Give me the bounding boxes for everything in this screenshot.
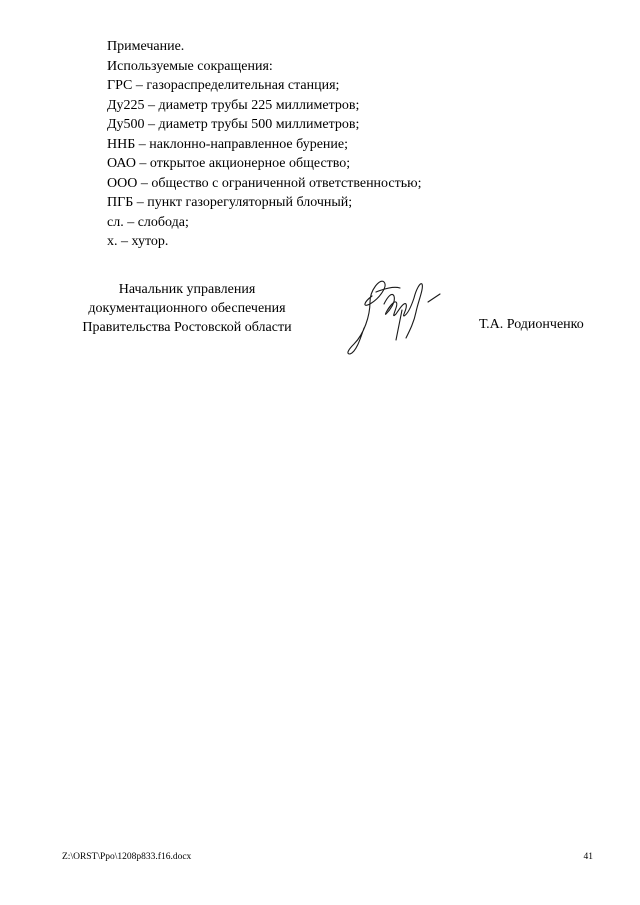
abbreviation-item: сл. – слобода; <box>107 214 189 230</box>
position-line: документационного обеспечения <box>88 301 286 316</box>
note-heading: Примечание. <box>107 39 185 54</box>
abbreviation-item: ПГБ – пункт газорегуляторный блочный; <box>107 195 353 210</box>
page-number: 41 <box>583 852 593 862</box>
signer-name: Т.А. Родионченко <box>479 317 584 332</box>
position-line: Начальник управления <box>118 282 256 297</box>
abbreviation-item: Ду500 – диаметр трубы 500 миллиметров; <box>107 117 360 132</box>
abbreviations-note <box>107 37 421 252</box>
abbreviation-item: Ду225 – диаметр трубы 225 миллиметров; <box>107 97 360 113</box>
handwritten-signature <box>340 268 455 368</box>
footer-file-path: Z:\ORST\Ppo\1208p833.f16.docx <box>62 852 192 862</box>
signer-position <box>62 280 312 337</box>
abbreviation-item: ООО – общество с ограниченной ответственностью; <box>107 175 422 191</box>
abbreviation-item: ГРС – газораспределительная станция; <box>107 78 340 93</box>
abbreviation-item: х. – хутор. <box>107 234 169 249</box>
note-intro: Используемые сокращения: <box>107 58 273 74</box>
abbreviation-item: ННБ – наклонно-направленное бурение; <box>107 136 349 152</box>
abbreviation-item: ОАО – открытое акционерное общество; <box>107 156 351 171</box>
position-line: Правительства Ростовской области <box>82 320 292 335</box>
